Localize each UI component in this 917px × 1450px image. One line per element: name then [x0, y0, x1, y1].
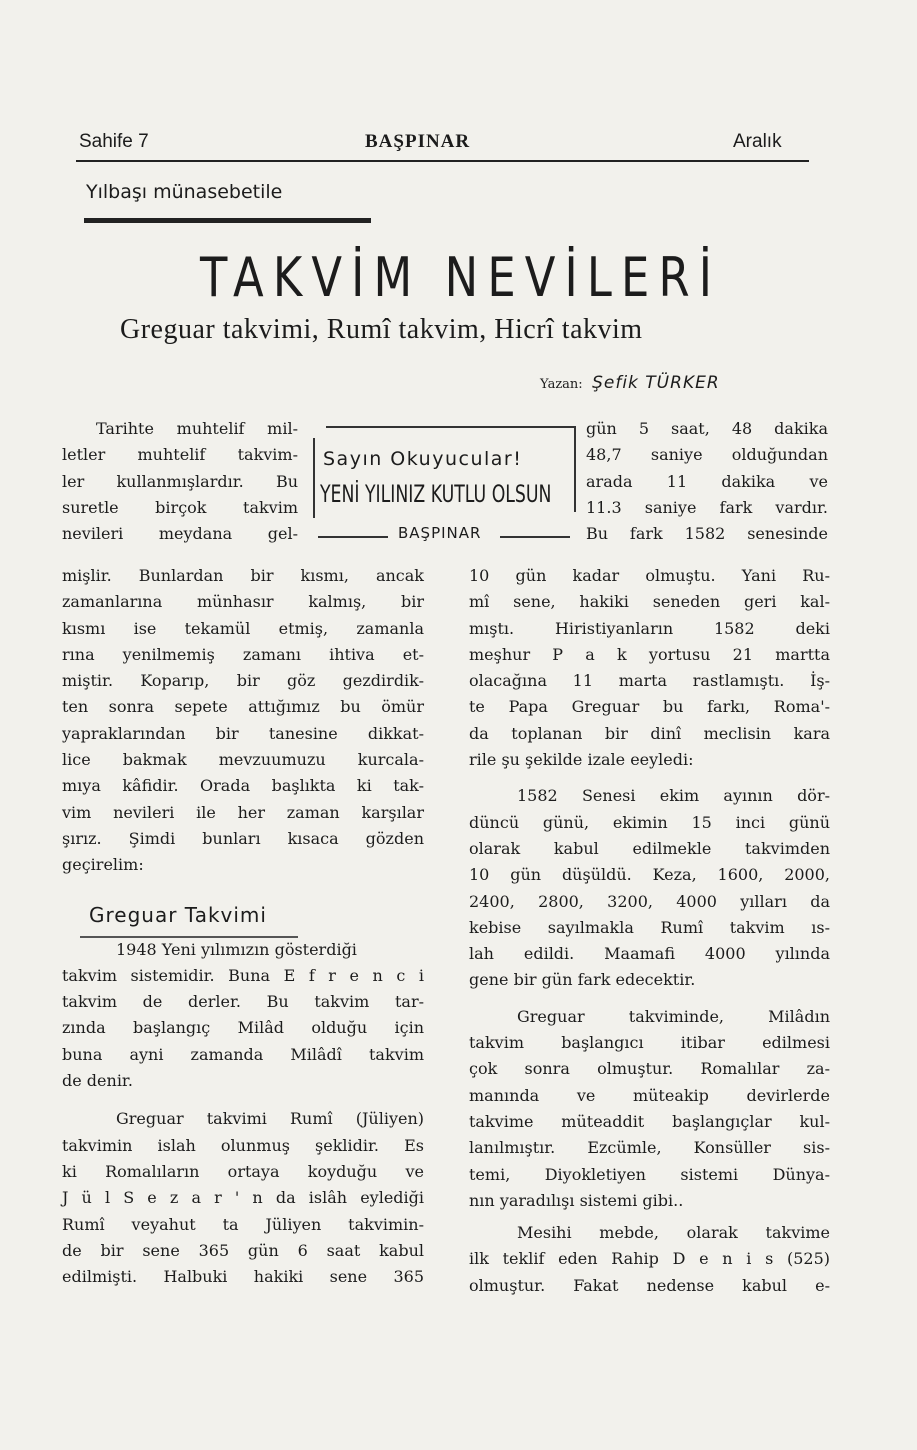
- text-line: buna ayni zamanda Milâdî takvim: [62, 1044, 424, 1064]
- section-heading: Greguar Takvimi: [89, 903, 267, 927]
- text-line: Greguar takvimi Rumî (Jüliyen): [116, 1109, 424, 1129]
- article-subtitle: Greguar takvimi, Rumî takvim, Hicrî takvim: [120, 314, 643, 345]
- new-year-wish: YENİ YILINIZ KUTLU OLSUN: [320, 480, 552, 508]
- text-line: da toplanan bir dinî meclisin kara: [469, 723, 830, 743]
- text-line: edilmişti. Halbuki hakiki sene 365: [62, 1267, 424, 1287]
- text-line: takvim başlangıcı itibar edilmesi: [469, 1033, 830, 1053]
- text-line: te Papa Greguar bu farkı, Roma'-: [469, 697, 830, 717]
- right-column-top: [586, 416, 828, 547]
- text-line: temi, Diyokletiyen sistemi Dünya-: [469, 1164, 830, 1184]
- text-line: olmuştur. Fakat nedense kabul e-: [469, 1275, 830, 1295]
- box-signature: BAŞPINAR: [398, 524, 482, 542]
- text-line: miştir. Koparıp, bir göz gezdirdik-: [62, 671, 424, 691]
- text-line: geçirelim:: [62, 855, 144, 875]
- text-line: arada 11 dakika ve: [586, 471, 828, 491]
- text-line: rile şu şekilde izale eeyledi:: [469, 750, 694, 770]
- text-line: takvime müteaddit başlangıçlar kul-: [469, 1111, 830, 1131]
- text-line: 1582 Senesi ekim ayının dör-: [517, 786, 830, 806]
- text-line: Mesihi mebde, olarak takvime: [517, 1223, 830, 1243]
- box-bottom-rule-left: [318, 536, 388, 538]
- text-line: ten sonra sepete attığımız bu ömür: [62, 697, 424, 717]
- text-line: şırız. Şimdi bunları kısaca gözden: [62, 828, 424, 848]
- text-line: 10 gün düşüldü. Keza, 1600, 2000,: [469, 865, 830, 885]
- text-line: ki Romalıların ortaya koyduğu ve: [62, 1161, 424, 1181]
- text-line: suretle birçok takvim: [62, 497, 298, 517]
- text-line: ilk teklif eden Rahip D e n i s (525): [469, 1249, 830, 1269]
- box-right-rule: [574, 428, 576, 512]
- text-line: nın yaradılışı sistemi gibi..: [469, 1190, 684, 1210]
- text-line: ler kullanmışlardır. Bu: [62, 471, 298, 491]
- text-line: Bu fark 1582 senesinde: [586, 524, 828, 544]
- greeting-line: Sayın Okuyucular!: [323, 448, 523, 470]
- text-line: 2400, 2800, 3200, 4000 yılları da: [469, 891, 830, 911]
- author-name: Şefik TÜRKER: [592, 373, 720, 393]
- right-column: [469, 563, 830, 1299]
- text-line: gene bir gün fark edecektir.: [469, 970, 696, 990]
- left-column-top: [62, 416, 298, 547]
- box-top-rule: [326, 426, 576, 428]
- text-line: gün 5 saat, 48 dakika: [586, 419, 828, 438]
- text-line: zamanlarına münhasır kalmış, bir: [62, 592, 424, 612]
- byline: [540, 373, 720, 393]
- text-line: J ü l S e z a r ' n da islâh eylediği: [62, 1188, 424, 1208]
- text-line: de bir sene 365 gün 6 saat kabul: [62, 1240, 424, 1260]
- text-line: olacağına 11 marta rastlamıştı. İş-: [469, 671, 830, 691]
- header-rule: [76, 160, 809, 162]
- publication-name: BAŞPINAR: [365, 131, 471, 152]
- text-line: 1948 Yeni yılımızın gösterdiği: [116, 939, 357, 959]
- text-line: 10 gün kadar olmuştu. Yani Ru-: [469, 566, 830, 585]
- text-line: 11.3 saniye fark vardır.: [586, 497, 828, 517]
- text-line: mıya kâfidir. Orada başlıkta ki tak-: [62, 776, 424, 796]
- text-line: vim nevileri ile her zaman karşılar: [62, 802, 424, 822]
- kicker-rule: [84, 218, 371, 223]
- byline-label: Yazan:: [540, 377, 583, 392]
- text-line: kebise sayılmakla Rumî takvim ıs-: [469, 917, 830, 937]
- text-line: mî sene, hakiki seneden geri kal-: [469, 592, 830, 612]
- section-heading-rule: [80, 936, 298, 938]
- text-line: mıştı. Hiristiyanların 1582 deki: [469, 618, 830, 638]
- text-line: 48,7 saniye olduğundan: [586, 445, 828, 465]
- text-line: rına yenilmemiş zamanı ihtiva et-: [62, 644, 424, 664]
- box-left-rule: [313, 438, 315, 518]
- text-line: letler muhtelif takvim-: [62, 445, 298, 465]
- text-line: de denir.: [62, 1071, 133, 1091]
- text-line: kısmı ise tekamül etmiş, zamanla: [62, 618, 424, 638]
- text-line: Tarihte muhtelif mil-: [96, 419, 298, 438]
- text-line: takvim de derler. Bu takvim tar-: [62, 992, 424, 1012]
- article-title: TAKVİM NEVİLERİ: [200, 246, 722, 309]
- text-line: zında başlangıç Milâd olduğu için: [62, 1018, 424, 1038]
- box-bottom-rule-right: [500, 536, 570, 538]
- page-number: Sahife 7: [79, 131, 149, 152]
- text-line: olarak kabul edilmekle takvimden: [469, 838, 830, 858]
- text-line: lah edildi. Maamafi 4000 yılında: [469, 944, 830, 964]
- text-line: nevileri meydana gel-: [62, 524, 298, 544]
- text-line: manında ve müteakip devirlerde: [469, 1085, 830, 1105]
- text-line: düncü günü, ekimin 15 inci günü: [469, 812, 830, 832]
- text-line: yapraklarından bir tanesine dikkat-: [62, 723, 424, 743]
- text-line: mişlir. Bunlardan bir kısmı, ancak: [62, 566, 424, 585]
- text-line: lice bakmak mevzuumuzu kurcala-: [62, 750, 424, 770]
- issue-month: Aralık: [733, 131, 782, 152]
- greeting-box: [304, 426, 578, 542]
- text-line: Greguar takviminde, Milâdın: [517, 1006, 830, 1026]
- text-line: meşhur P a k yortusu 21 martta: [469, 644, 830, 664]
- kicker: Yılbaşı münasebetile: [86, 181, 283, 203]
- text-line: lanılmıştır. Ezcümle, Konsüller sis-: [469, 1138, 830, 1158]
- text-line: takvimin islah olunmuş şeklidir. Es: [62, 1135, 424, 1155]
- text-line: takvim sistemidir. Buna E f r e n c i: [62, 965, 424, 985]
- text-line: çok sonra olmuştur. Romalılar za-: [469, 1059, 830, 1079]
- text-line: Rumî veyahut ta Jüliyen takvimin-: [62, 1214, 424, 1234]
